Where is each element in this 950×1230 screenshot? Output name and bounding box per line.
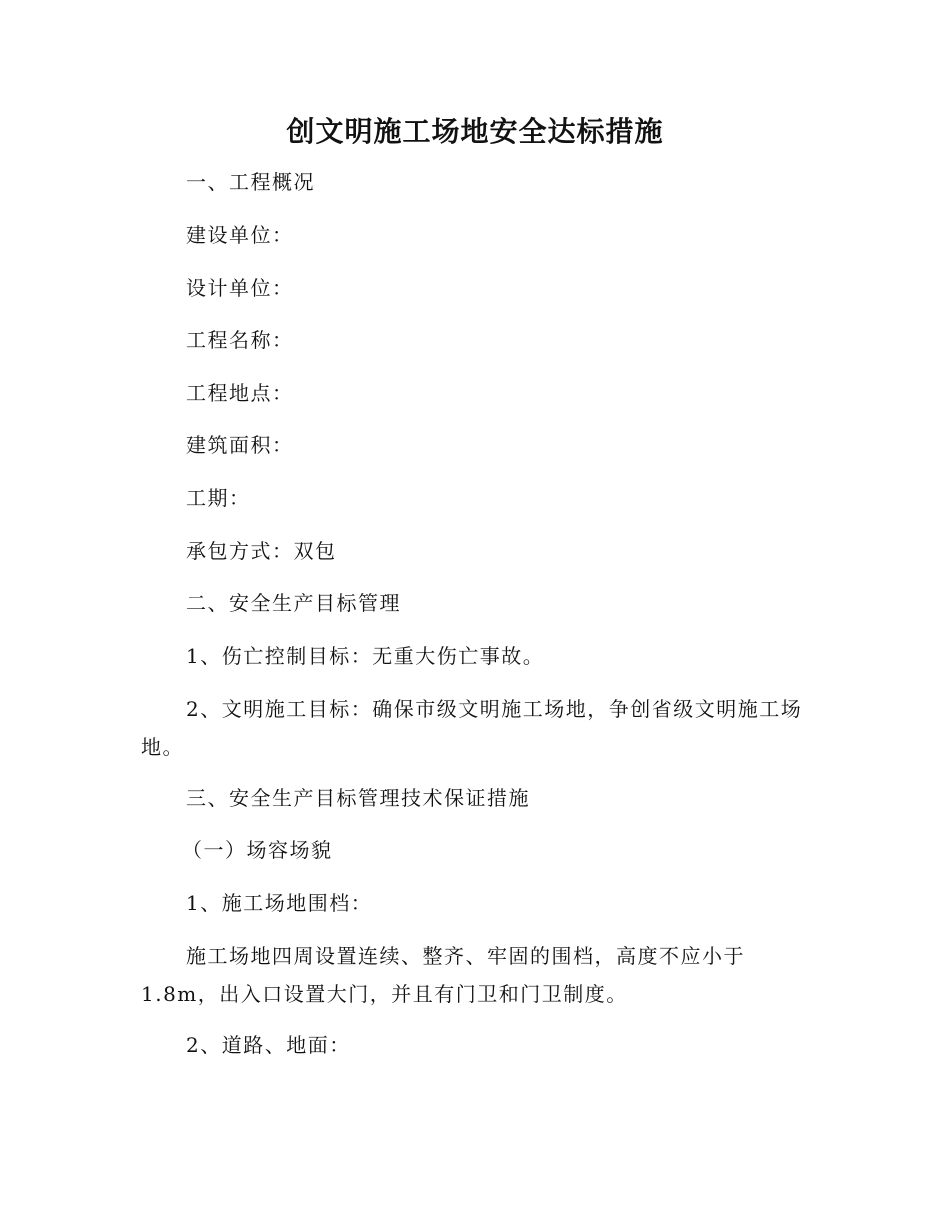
subsection-heading-site-appearance: （一）场容场貌 bbox=[182, 838, 333, 862]
paragraph-casualty-control: 1、伤亡控制目标：无重大伤亡事故。 bbox=[186, 644, 545, 668]
field-building-area: 建筑面积： bbox=[186, 433, 294, 457]
paragraph-enclosure-continuation: 1.8m，出入口设置大门，并且有门卫和门卫制度。 bbox=[141, 982, 628, 1006]
section-heading-safety-goals: 二、安全生产目标管理 bbox=[186, 591, 401, 615]
paragraph-enclosure-requirements: 施工场地四周设置连续、整齐、牢固的围档，高度不应小于 bbox=[186, 944, 745, 968]
paragraph-civilized-construction: 2、文明施工目标：确保市级文明施工场地，争创省级文明施工场 bbox=[186, 697, 803, 721]
field-project-name: 工程名称： bbox=[186, 328, 294, 352]
page-title: 创文明施工场地安全达标措施 bbox=[286, 115, 664, 148]
section-heading-technical-measures: 三、安全生产目标管理技术保证措施 bbox=[186, 786, 530, 810]
item-heading-roads-ground: 2、道路、地面： bbox=[186, 1033, 351, 1057]
field-project-location: 工程地点： bbox=[186, 381, 294, 405]
section-heading-project-overview: 一、工程概况 bbox=[186, 170, 315, 194]
paragraph-continuation: 地。 bbox=[141, 735, 184, 759]
field-construction-unit: 建设单位： bbox=[186, 223, 294, 247]
field-contract-type: 承包方式：双包 bbox=[186, 539, 337, 563]
item-heading-site-enclosure: 1、施工场地围档： bbox=[186, 891, 373, 915]
field-duration: 工期： bbox=[186, 486, 251, 510]
field-design-unit: 设计单位： bbox=[186, 276, 294, 300]
